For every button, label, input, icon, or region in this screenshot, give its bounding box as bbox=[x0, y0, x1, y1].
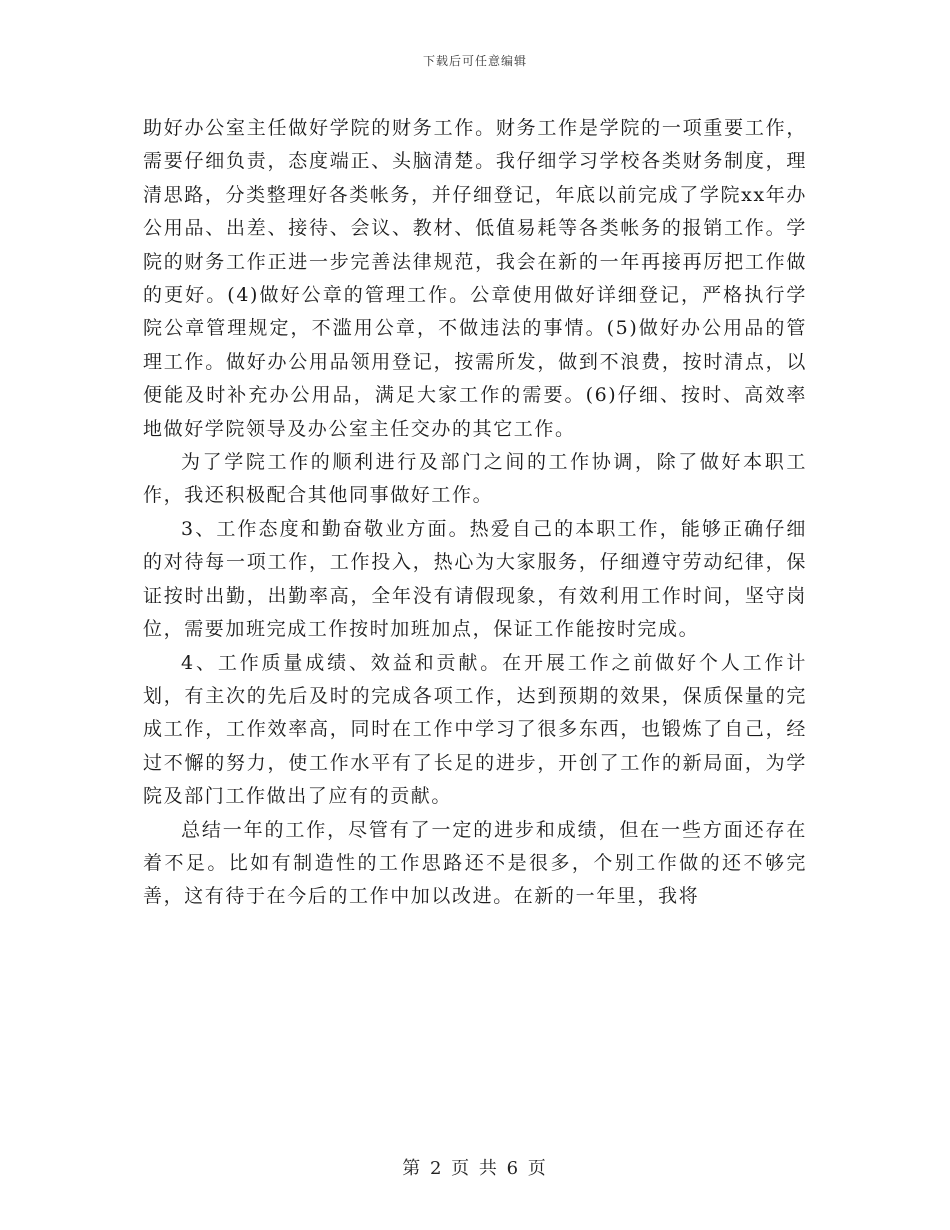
page-number: 第 2 页 共 6 页 bbox=[402, 1158, 548, 1179]
page-header-note: 下载后可任意编辑 bbox=[422, 54, 527, 68]
paragraph-work-attitude: 3、工作态度和勤奋敬业方面。热爱自己的本职工作，能够正确仔细的对待每一项工作，工作投入，热心为大家服务，仔细遵守劳动纪律，保证按时出勤，出勤率高，全年没有请假现象，有效利用工作时间，坚守岗位，需要加班完成工作按时加班加点，保证工作能按时完成。 bbox=[143, 517, 807, 641]
paragraph-work-quality: 4、工作质量成绩、效益和贡献。在开展工作之前做好个人工作计划，有主次的先后及时的完成各项工作，达到预期的效果，保质保量的完成工作，工作效率高，同时在工作中学习了很多东西，也锻炼了自己，经过不懈的努力，使工作水平有了长足的进步，开创了工作的新局面，为学院及部门工作做出了应有的贡献。 bbox=[143, 651, 807, 808]
paragraph-coordination: 为了学院工作的顺利进行及部门之间的工作协调，除了做好本职工作，我还积极配合其他同事做好工作。 bbox=[143, 451, 807, 507]
document-body bbox=[143, 112, 807, 914]
paragraph-summary: 总结一年的工作，尽管有了一定的进步和成绩，但在一些方面还存在着不足。比如有制造性的工作思路还不是很多，个别工作做的还不够完善，这有待于在今后的工作中加以改进。在新的一年里，我将 bbox=[143, 818, 807, 908]
paragraph-finance-work: 助好办公室主任做好学院的财务工作。财务工作是学院的一项重要工作，需要仔细负责，态度端正、头脑清楚。我仔细学习学校各类财务制度，理清思路，分类整理好各类帐务，并仔细登记，年底以前完成了学院xx年办公用品、出差、接待、会议、教材、低值易耗等各类帐务的报销工作。学院的财务工作正进一步完善法律规范，我会在新的一年再接再厉把工作做的更好。(4)做好公章的管理工作。公章使用做好详细登记，严格执行学院公章管理规定，不滥用公章，不做违法的事情。(5)做好办公用品的管理工作。做好办公用品领用登记，按需所发，做到不浪费，按时清点，以便能及时补充办公用品，满足大家工作的需要。(6)仔细、按时、高效率地做好学院领导及办公室主任交办的其它工作。 bbox=[143, 117, 807, 440]
